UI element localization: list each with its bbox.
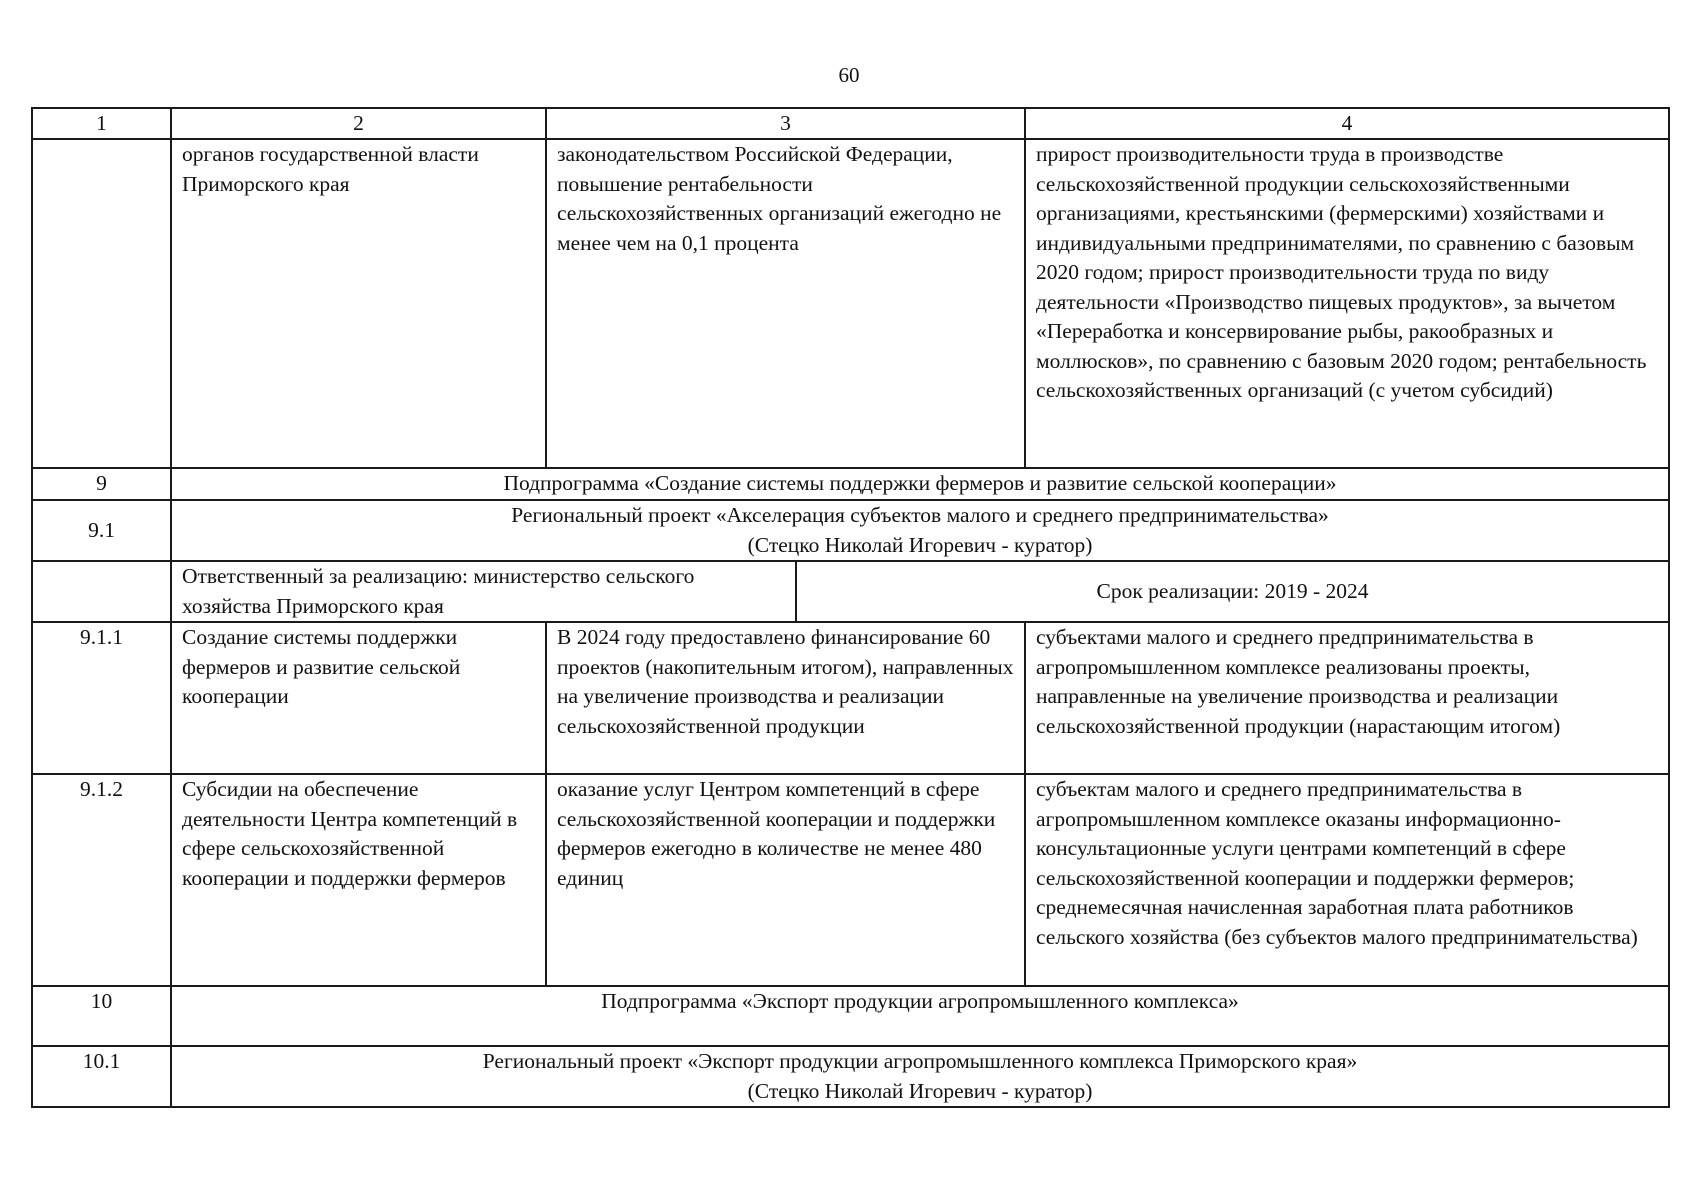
row-number-9-1-2: 9.1.2 <box>32 774 171 986</box>
page-number: 60 <box>838 63 860 87</box>
row-9-1-2-col2: Субсидии на обеспечение деятельности Центра компетенций в сфере сельскохозяйственной кооперации и поддержки фермеров <box>171 774 546 986</box>
row-number-9-1-1: 9.1.1 <box>32 622 171 774</box>
continuation-col2: органов государственной власти Приморского края <box>171 139 546 468</box>
row-9-1-2-col4: субъектам малого и среднего предпринимательства в агропромышленном комплексе оказаны информационно-консультационные услуги центрами компетенций в сфере сельскохозяйственной кооперации и поддержки фермеров; среднемесячная начисленная заработная плата работников сельского хозяйства (без субъектов малого предпринимательства) <box>1025 774 1669 986</box>
column-header-2: 2 <box>171 108 546 139</box>
table-row-10-1 <box>32 1046 1669 1107</box>
continuation-col4: прирост производительности труда в производстве сельскохозяйственной продукции сельскохозяйственными организациями, крестьянскими (фермерскими) хозяйствами и индивидуальными предпринимателями, по сравнению с базовым 2020 годом; прирост производительности труда по виду деятельности «Производство пищевых продуктов», за вычетом «Переработка и консервирование рыбы, ракообразных и моллюсков», по сравнению с базовым 2020 годом; рентабельность сельскохозяйственных организаций (с учетом субсидий) <box>1025 139 1669 468</box>
column-header-3: 3 <box>546 108 1025 139</box>
term-cell: Срок реализации: 2019 - 2024 <box>796 561 1669 622</box>
continuation-col3: законодательством Российской Федерации, повышение рентабельности сельскохозяйственных организаций ежегодно не менее чем на 0,1 процента <box>546 139 1025 468</box>
row-9-1-2-col3: оказание услуг Центром компетенций в сфере сельскохозяйственной кооперации и поддержки фермеров ежегодно в количестве не менее 480 единиц <box>546 774 1025 986</box>
row-number-cell <box>32 139 171 468</box>
project-9-1-title-line1: Региональный проект «Акселерация субъектов малого и среднего предпринимательства» <box>511 503 1329 527</box>
row-number-9: 9 <box>32 468 171 500</box>
row-9-1-1-col3: В 2024 году предоставлено финансирование 60 проектов (накопительным итогом), направленных на увеличение производства и реализации сельскохозяйственной продукции <box>546 622 1025 774</box>
row-9-1-1-col4: субъектами малого и среднего предпринимательства в агропромышленном комплексе реализованы проекты, направленные на увеличение производства и реализации сельскохозяйственной продукции (нарастающим итогом) <box>1025 622 1669 774</box>
row-number-9-1: 9.1 <box>32 500 171 561</box>
table-row-continuation <box>32 139 1669 468</box>
table-row-9 <box>32 468 1669 500</box>
project-9-1-title <box>171 500 1669 561</box>
row-9-1-1-col2: Создание системы поддержки фермеров и развитие сельской кооперации <box>171 622 546 774</box>
table-row-10 <box>32 986 1669 1046</box>
column-header-1: 1 <box>32 108 171 139</box>
column-header-4: 4 <box>1025 108 1669 139</box>
project-9-1-curator: (Стецко Николай Игоревич - куратор) <box>747 532 1093 557</box>
table-row-responsible <box>32 561 1669 622</box>
program-table <box>31 107 1670 1108</box>
row-number-empty <box>32 561 171 622</box>
row-number-10: 10 <box>32 986 171 1046</box>
subprogram-9-title: Подпрограмма «Создание системы поддержки фермеров и развитие сельской кооперации» <box>171 468 1669 500</box>
responsible-cell: Ответственный за реализацию: министерство сельского хозяйства Приморского края <box>171 561 796 622</box>
subprogram-10-title: Подпрограмма «Экспорт продукции агропромышленного комплекса» <box>171 986 1669 1046</box>
project-10-1-curator: (Стецко Николай Игоревич - куратор) <box>747 1078 1093 1103</box>
table-header-row <box>32 108 1669 139</box>
table-row-9-1 <box>32 500 1669 561</box>
row-number-10-1: 10.1 <box>32 1046 171 1107</box>
table-row-9-1-1 <box>32 622 1669 774</box>
project-10-1-title <box>171 1046 1669 1107</box>
project-10-1-title-line1: Региональный проект «Экспорт продукции агропромышленного комплекса Приморского края» <box>482 1049 1358 1073</box>
table-row-9-1-2 <box>32 774 1669 986</box>
